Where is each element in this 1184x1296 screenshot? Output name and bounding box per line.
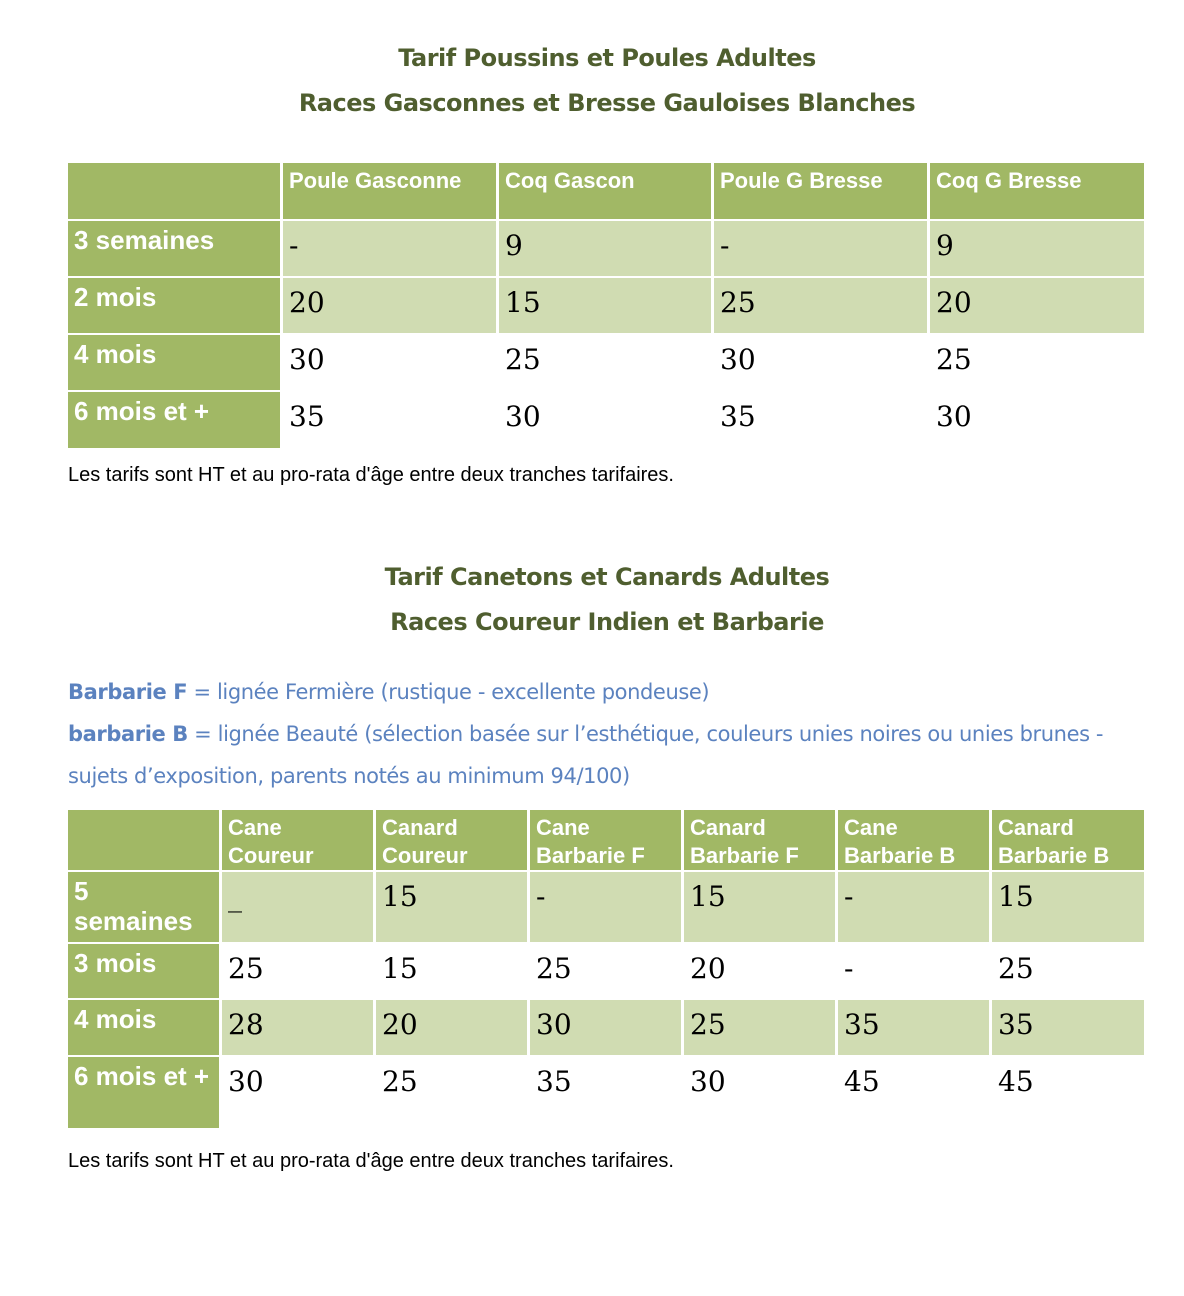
column-header: Poule G Bresse bbox=[714, 163, 927, 219]
price-cell: 30 bbox=[222, 1057, 373, 1128]
price-cell: 25 bbox=[992, 944, 1144, 998]
price-cell: 15 bbox=[684, 872, 835, 942]
price-cell: 25 bbox=[376, 1057, 527, 1128]
section2-subtitle: Races Coureur Indien et Barbarie bbox=[390, 608, 824, 636]
price-cell: 20 bbox=[684, 944, 835, 998]
price-cell: 15 bbox=[376, 872, 527, 942]
price-cell: 30 bbox=[930, 392, 1144, 448]
price-cell: 15 bbox=[499, 278, 711, 333]
price-cell: _ bbox=[222, 872, 373, 942]
column-header: Cane Barbarie B bbox=[838, 810, 989, 870]
row-header: 3 semaines bbox=[68, 221, 280, 276]
column-header: Cane Barbarie F bbox=[530, 810, 681, 870]
column-header: Canard Barbarie B bbox=[992, 810, 1144, 870]
price-cell: 35 bbox=[530, 1057, 681, 1128]
price-cell: 9 bbox=[499, 221, 711, 276]
row-header: 6 mois et + bbox=[68, 1057, 219, 1128]
row-header: 4 mois bbox=[68, 335, 280, 390]
column-header: Canard Coureur bbox=[376, 810, 527, 870]
header-corner bbox=[68, 810, 219, 870]
breed-legend bbox=[68, 671, 1148, 797]
price-cell: - bbox=[530, 872, 681, 942]
column-header: Cane Coureur bbox=[222, 810, 373, 870]
price-cell: 30 bbox=[499, 392, 711, 448]
column-header: Coq Gascon bbox=[499, 163, 711, 219]
price-cell: 35 bbox=[283, 392, 496, 448]
price-cell: - bbox=[714, 221, 927, 276]
price-cell: 25 bbox=[714, 278, 927, 333]
price-cell: 45 bbox=[992, 1057, 1144, 1128]
row-header: 5 semaines bbox=[68, 872, 219, 942]
header-corner bbox=[68, 163, 280, 219]
column-header: Canard Barbarie F bbox=[684, 810, 835, 870]
section1-note: Les tarifs sont HT et au pro-rata d'âge entre deux tranches tarifaires. bbox=[68, 464, 674, 486]
column-header: Poule Gasconne bbox=[283, 163, 496, 219]
price-cell: 25 bbox=[530, 944, 681, 998]
price-cell: 28 bbox=[222, 1000, 373, 1055]
price-cell: 45 bbox=[838, 1057, 989, 1128]
section1-subtitle: Races Gasconnes et Bresse Gauloises Blanches bbox=[298, 89, 916, 117]
chicken-price-table bbox=[68, 163, 1144, 448]
price-cell: 30 bbox=[684, 1057, 835, 1128]
price-cell: - bbox=[838, 944, 989, 998]
price-cell: 15 bbox=[376, 944, 527, 998]
price-cell: 30 bbox=[283, 335, 496, 390]
price-cell: 20 bbox=[930, 278, 1144, 333]
price-cell: 25 bbox=[499, 335, 711, 390]
legend-barbarie-b: barbarie B = lignée Beauté (sélection basée sur l’esthétique, couleurs unies noires ou unies brunes - sujets d’exposition, parents notés au minimum 94/100) bbox=[68, 722, 1104, 788]
row-header: 4 mois bbox=[68, 1000, 219, 1055]
price-cell: - bbox=[838, 872, 989, 942]
section2-title: Tarif Canetons et Canards Adultes bbox=[384, 563, 830, 591]
price-cell: 15 bbox=[992, 872, 1144, 942]
price-cell: 35 bbox=[714, 392, 927, 448]
price-cell: 35 bbox=[838, 1000, 989, 1055]
section1-title: Tarif Poussins et Poules Adultes bbox=[398, 44, 816, 72]
price-cell: 25 bbox=[930, 335, 1144, 390]
row-header: 3 mois bbox=[68, 944, 219, 998]
price-cell: 30 bbox=[714, 335, 927, 390]
column-header: Coq G Bresse bbox=[930, 163, 1144, 219]
row-header: 2 mois bbox=[68, 278, 280, 333]
legend-barbarie-f: Barbarie F = lignée Fermière (rustique - excellente pondeuse) bbox=[68, 680, 710, 704]
price-cell: 35 bbox=[992, 1000, 1144, 1055]
price-cell: - bbox=[283, 221, 496, 276]
price-cell: 9 bbox=[930, 221, 1144, 276]
duck-price-table bbox=[68, 810, 1144, 1128]
section2-note: Les tarifs sont HT et au pro-rata d'âge entre deux tranches tarifaires. bbox=[68, 1150, 674, 1172]
price-cell: 20 bbox=[376, 1000, 527, 1055]
row-header: 6 mois et + bbox=[68, 392, 280, 448]
price-cell: 25 bbox=[684, 1000, 835, 1055]
price-cell: 30 bbox=[530, 1000, 681, 1055]
price-cell: 20 bbox=[283, 278, 496, 333]
price-cell: 25 bbox=[222, 944, 373, 998]
